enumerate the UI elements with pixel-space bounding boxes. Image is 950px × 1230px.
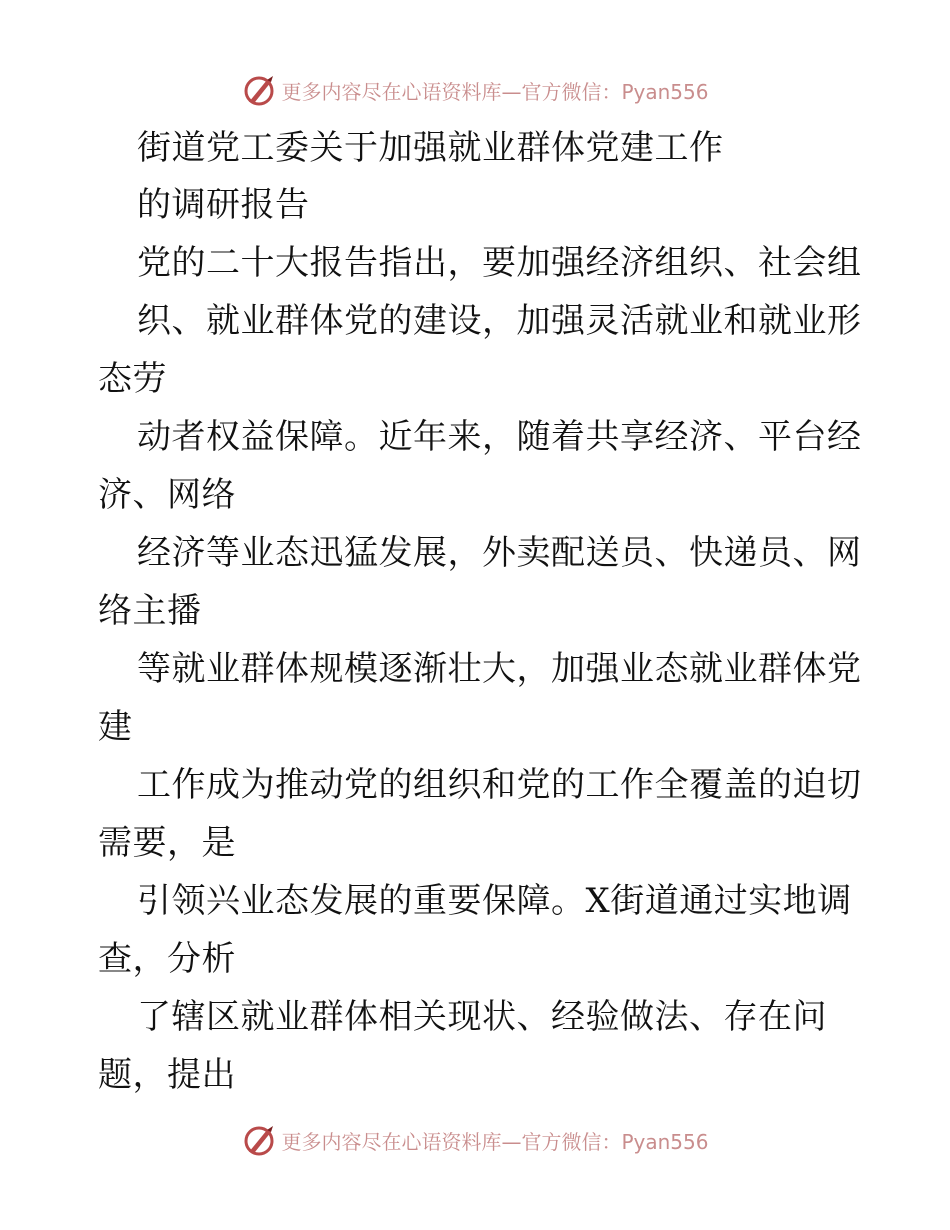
watermark-text: 更多内容尽在心语资料库—官方微信：Pyan556 <box>281 79 709 104</box>
doc-title-line-2: 的调研报告 <box>137 185 310 225</box>
paragraph-line: 建 <box>98 707 133 747</box>
paragraph-line: 经济等业态迅猛发展，外卖配送员、快递员、网 <box>137 533 862 573</box>
watermark-text: 更多内容尽在心语资料库—官方微信：Pyan556 <box>281 1129 709 1154</box>
paragraph-line: 态劳 <box>98 359 167 399</box>
quill-pen-logo-icon <box>241 72 277 108</box>
header-watermark <box>0 70 950 110</box>
paragraph-line: 了辖区就业群体相关现状、经验做法、存在问 <box>137 997 827 1037</box>
paragraph-line: 等就业群体规模逐渐壮大，加强业态就业群体党 <box>137 649 862 689</box>
paragraph-line: 济、网络 <box>98 475 236 515</box>
paragraph-line: 党的二十大报告指出，要加强经济组织、社会组 <box>137 243 862 283</box>
paragraph-line: 题，提出 <box>98 1055 236 1095</box>
paragraph-line: 动者权益保障。近年来，随着共享经济、平台经 <box>137 417 862 457</box>
paragraph-line: 查，分析 <box>98 939 236 979</box>
paragraph-line: 需要，是 <box>98 823 236 863</box>
paragraph-line: 工作成为推动党的组织和党的工作全覆盖的迫切 <box>137 765 862 805</box>
paragraph-line: 引领兴业态发展的重要保障。X街道通过实地调 <box>137 881 852 921</box>
paragraph-line: 络主播 <box>98 591 202 631</box>
quill-pen-logo-icon <box>241 1122 277 1158</box>
footer-watermark <box>0 1120 950 1160</box>
doc-title-line-1: 街道党工委关于加强就业群体党建工作 <box>137 128 724 168</box>
paragraph-line: 织、就业群体党的建设，加强灵活就业和就业形 <box>137 301 862 341</box>
